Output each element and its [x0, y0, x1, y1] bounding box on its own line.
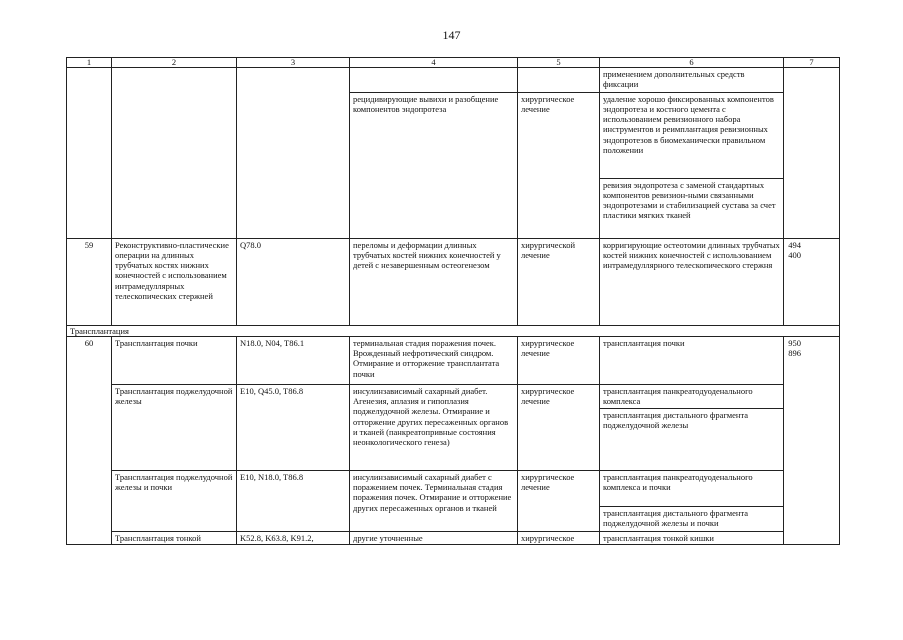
table-row: [67, 532, 840, 545]
row-number: 59: [67, 238, 112, 325]
treatment-method-cell: удаление хорошо фиксированных компонентов эндопротеза и костного цемента с использованием ревизионного набора инструментов и реимплантация ревизионных эндопротезов в биомеханически правильном положении: [600, 92, 784, 178]
treatment-method-cell: корригирующие остеотомии длинных трубчатых костей нижних конечностей с использованием интрамедуллярного телескопического стержня: [600, 238, 784, 325]
cell-empty: [112, 67, 237, 238]
icd-code-cell: E10, Q45.0, T86.8: [237, 385, 350, 471]
cost-cell: 950 896: [784, 337, 840, 545]
treatment-method-cell: трансплантация дистального фрагмента поджелудочной железы: [600, 409, 784, 471]
section-title: Трансплантация: [67, 325, 840, 336]
treatment-type-cell: хирургическое: [518, 532, 600, 545]
column-header: 6: [600, 58, 784, 68]
column-header: 5: [518, 58, 600, 68]
patient-model-cell: инсулинзависимый сахарный диабет с поражением почек. Терминальная стадия поражения почек. Отмирание и отторжение других пересаженных органов и тканей: [350, 471, 518, 532]
patient-model-cell: другие уточненные: [350, 532, 518, 545]
treatment-type-cell: хирургическое лечение: [518, 471, 600, 532]
treatment-type-cell: хирургической лечение: [518, 238, 600, 325]
icd-code-cell: Q78.0: [237, 238, 350, 325]
treatment-method-cell: трансплантация тонкой кишки: [600, 532, 784, 545]
treatment-method-cell: трансплантация панкреатодуоденального комплекса: [600, 385, 784, 409]
treatment-method-cell: трансплантация панкреатодуоденального комплекса и почки: [600, 471, 784, 507]
cell-empty: [237, 67, 350, 238]
treatment-method-cell: применением дополнительных средств фиксации: [600, 67, 784, 92]
cell-empty: [518, 67, 600, 92]
treatment-type-cell: хирургическое лечение: [518, 92, 600, 238]
column-header: 2: [112, 58, 237, 68]
care-type-cell: Реконструктивно-пластические операции на длинных трубчатых костях нижних конечностей с использованием интрамедуллярных телескопических стержней: [112, 238, 237, 325]
treatment-table: [66, 57, 840, 545]
treatment-method-cell: трансплантация дистального фрагмента поджелудочной железы и почки: [600, 507, 784, 532]
table-row: [67, 238, 840, 325]
icd-code-cell: K52.8, K63.8, K91.2,: [237, 532, 350, 545]
cell-empty: [350, 67, 518, 92]
patient-model-cell: терминальная стадия поражения почек. Врожденный нефротический синдром. Отмирание и отторжение трансплантата почки: [350, 337, 518, 385]
care-type-cell: Трансплантация поджелудочной железы и почки: [112, 471, 237, 532]
section-row: [67, 325, 840, 336]
column-header: 7: [784, 58, 840, 68]
table-row: [67, 337, 840, 385]
table-row: [67, 67, 840, 92]
treatment-method-cell: ревизия эндопротеза с заменой стандартных компонентов ревизион-ными связанными эндопротезами и стабилизацией сустава за счет пластики мягких тканей: [600, 178, 784, 238]
table-row: [67, 385, 840, 409]
icd-code-cell: N18.0, N04, T86.1: [237, 337, 350, 385]
patient-model-cell: инсулинзависимый сахарный диабет. Агенезия, аплазия и гипоплазия поджелудочной железы. Отмирание и отторжение других пересаженных органов и тканей (панкреатопривные состояния неонкологического генеза): [350, 385, 518, 471]
care-type-cell: Трансплантация поджелудочной железы: [112, 385, 237, 471]
page-number: 147: [442, 28, 461, 42]
care-type-cell: Трансплантация почки: [112, 337, 237, 385]
treatment-method-cell: трансплантация почки: [600, 337, 784, 385]
cost-cell: 494 400: [784, 238, 840, 325]
icd-code-cell: E10, N18.0, T86.8: [237, 471, 350, 532]
column-header: 4: [350, 58, 518, 68]
row-number: 60: [67, 337, 112, 545]
column-header: 3: [237, 58, 350, 68]
table-row: [67, 471, 840, 507]
column-header-row: [67, 58, 840, 68]
patient-model-cell: переломы и деформации длинных трубчатых костей нижних конечностей у детей с незавершенным остеогенезом: [350, 238, 518, 325]
column-header: 1: [67, 58, 112, 68]
cell-empty: [784, 67, 840, 238]
treatment-type-cell: хирургическое лечение: [518, 337, 600, 385]
care-type-cell: Трансплантация тонкой: [112, 532, 237, 545]
cell-empty: [67, 67, 112, 238]
treatment-type-cell: хирургическое лечение: [518, 385, 600, 471]
patient-model-cell: рецидивирующие вывихи и разобщение компонентов эндопротеза: [350, 92, 518, 238]
